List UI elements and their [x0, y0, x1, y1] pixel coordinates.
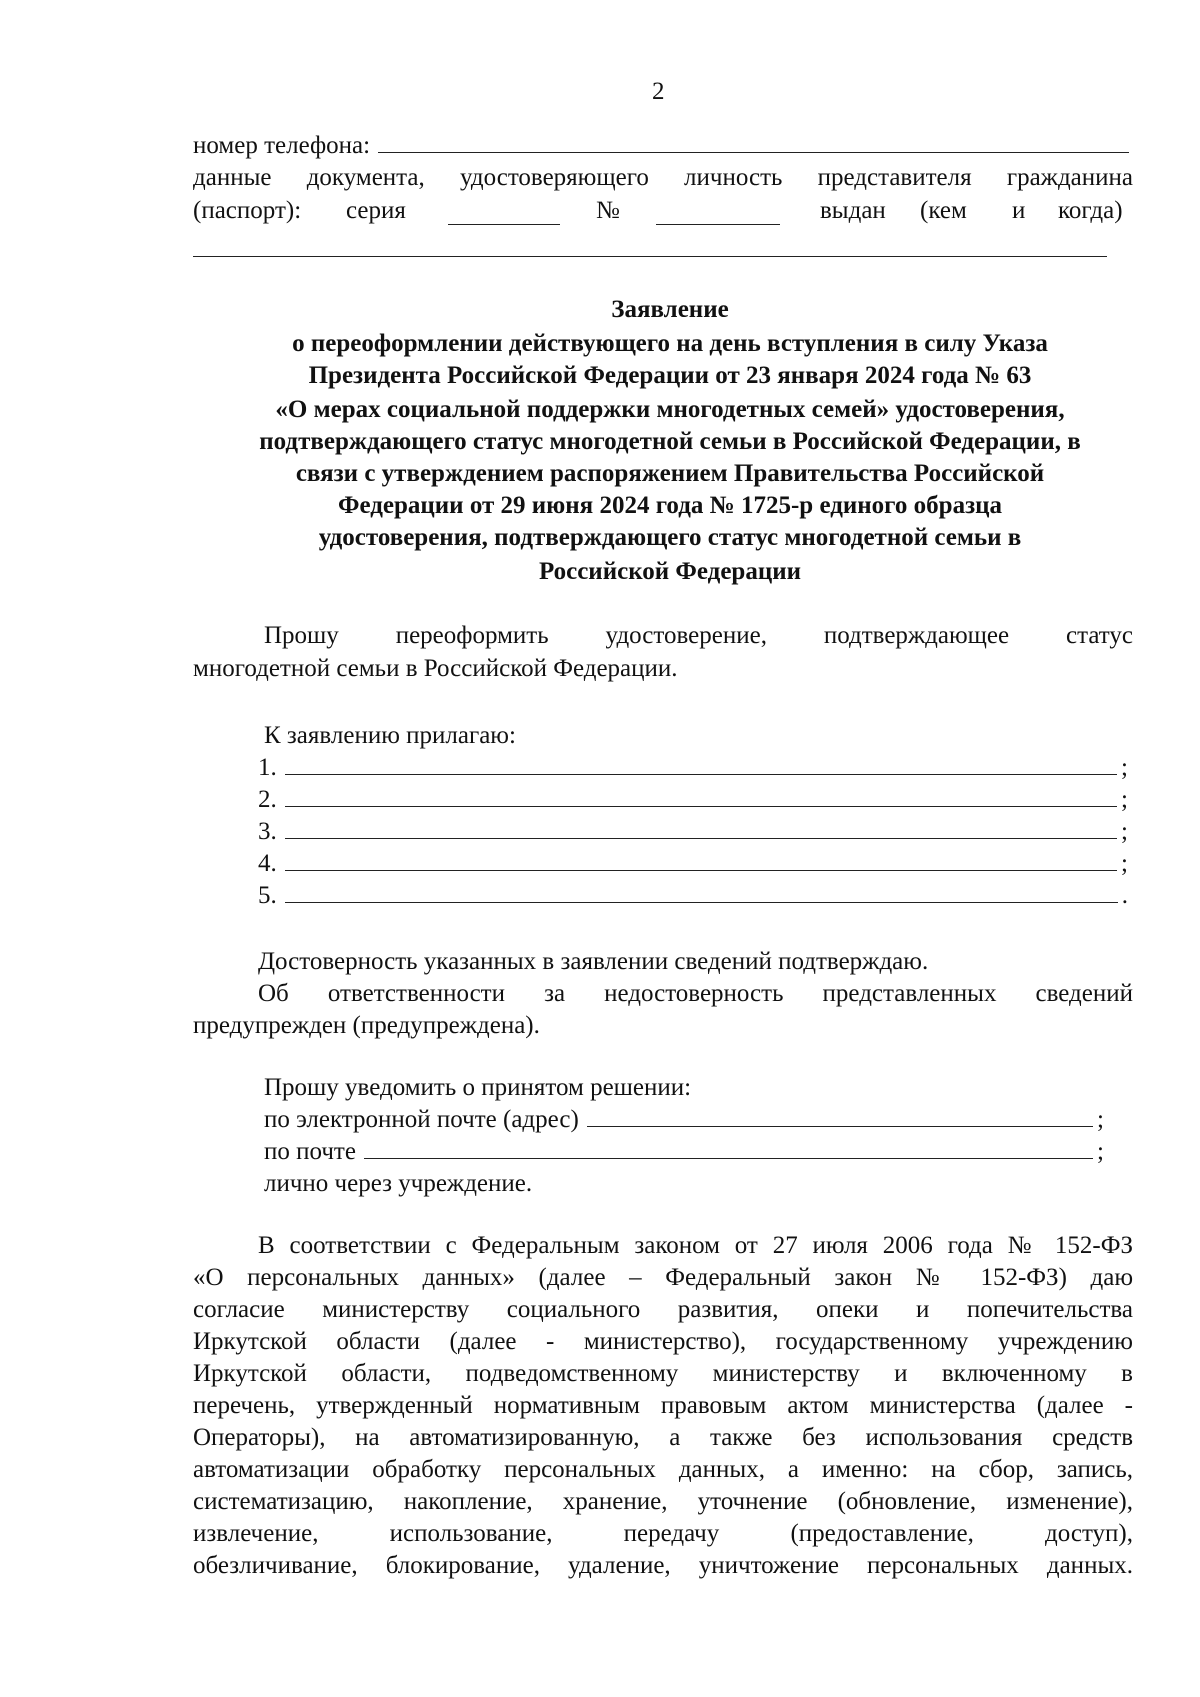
attachment-row-1: [258, 754, 1128, 782]
attachment-field[interactable]: [285, 774, 1117, 775]
request-line-1: Прошу переоформить удостоверение, подтверждающее статус: [264, 622, 1133, 649]
email-label: по электронной почте (адрес): [264, 1106, 579, 1133]
attachment-number: 3.: [258, 818, 277, 845]
attachment-row-4: [258, 850, 1128, 878]
consent-line-first: В соответствии с Федеральным законом от 27 июля 2006 года № 152-ФЗ: [258, 1232, 1133, 1259]
attachment-end: ;: [1121, 786, 1128, 813]
title-line: Российской Федерации: [538, 558, 802, 585]
document-heading: Заявление: [611, 296, 729, 323]
phone-field[interactable]: [378, 152, 1129, 153]
post-label: по почте: [264, 1138, 356, 1165]
consent-line: систематизацию, накопление, хранение, уточнение (обновление, изменение),: [193, 1488, 1133, 1515]
page-number: 2: [652, 78, 665, 105]
attachments-label: К заявлению прилагаю:: [264, 722, 516, 749]
title-line: связи с утверждением распоряжением Правительства Российской: [295, 460, 1045, 487]
attachment-end: ;: [1121, 850, 1128, 877]
phone-row: [193, 132, 1133, 160]
attachment-field[interactable]: [285, 902, 1118, 903]
number-sign: №: [596, 197, 620, 224]
confirm-line-2: Об ответственности за недостоверность представленных сведений: [258, 980, 1133, 1007]
consent-line: Операторы), на автоматизированную, а также без использования средств: [193, 1424, 1133, 1451]
passport-label: (паспорт):: [193, 197, 302, 224]
title-line: подтверждающего статус многодетной семьи в Российской Федерации, в: [259, 428, 1081, 455]
consent-line: перечень, утвержденный нормативным правовым актом министерства (далее -: [193, 1392, 1133, 1419]
attachment-end: ;: [1121, 818, 1128, 845]
attachment-field[interactable]: [285, 838, 1117, 839]
consent-line: автоматизации обработку персональных данных, а именно: на сбор, запись,: [193, 1456, 1133, 1483]
email-end: ;: [1097, 1106, 1104, 1133]
number-field[interactable]: [656, 224, 780, 225]
consent-line: Иркутской области, подведомственному министерству и включенному в: [193, 1360, 1133, 1387]
email-row: [264, 1106, 1104, 1134]
confirm-line-1: Достоверность указанных в заявлении сведений подтверждаю.: [258, 948, 929, 975]
issued-word-1: выдан: [820, 197, 886, 224]
confirm-line-3: предупрежден (предупреждена).: [193, 1012, 540, 1039]
attachment-row-2: [258, 786, 1128, 814]
title-line: удостоверения, подтверждающего статус многодетной семьи в: [318, 524, 1022, 551]
attachment-field[interactable]: [285, 806, 1117, 807]
attachment-field[interactable]: [285, 870, 1117, 871]
post-end: ;: [1097, 1138, 1104, 1165]
consent-line: извлечение, использование, передачу (предоставление, доступ),: [193, 1520, 1133, 1547]
title-line: «О мерах социальной поддержки многодетных семей» удостоверения,: [275, 396, 1065, 423]
consent-line: согласие министерству социального развития, опеки и попечительства: [193, 1296, 1133, 1323]
attachment-number: 5.: [258, 882, 277, 909]
consent-line: «О персональных данных» (далее – Федеральный закон № 152-ФЗ) даю: [193, 1264, 1133, 1291]
attachment-number: 1.: [258, 754, 277, 781]
notify-personal: лично через учреждение.: [264, 1170, 533, 1197]
post-field[interactable]: [364, 1158, 1093, 1159]
post-row: [264, 1138, 1104, 1166]
id-document-line: данные документа, удостоверяющего личность представителя гражданина: [193, 164, 1133, 191]
attachment-number: 4.: [258, 850, 277, 877]
email-field[interactable]: [587, 1126, 1093, 1127]
attachment-end: ;: [1121, 754, 1128, 781]
title-line: о переоформлении действующего на день вступления в силу Указа: [292, 330, 1048, 357]
request-line-2: многодетной семьи в Российской Федерации.: [193, 655, 678, 682]
phone-label: номер телефона:: [193, 132, 371, 159]
notify-label: Прошу уведомить о принятом решении:: [264, 1074, 692, 1101]
consent-line: Иркутской области (далее - министерство), государственному учреждению: [193, 1328, 1133, 1355]
title-line: Федерации от 29 июня 2024 года № 1725-р единого образца: [337, 492, 1003, 519]
attachment-end: .: [1121, 882, 1128, 909]
attachment-number: 2.: [258, 786, 277, 813]
attachment-row-5: [258, 882, 1128, 910]
issued-by-field[interactable]: [193, 256, 1107, 257]
title-line: Президента Российской Федерации от 23 января 2024 года № 63: [308, 362, 1032, 389]
consent-line: обезличивание, блокирование, удаление, уничтожение персональных данных.: [193, 1552, 1133, 1579]
series-field[interactable]: [448, 224, 560, 225]
attachment-row-3: [258, 818, 1128, 846]
issued-word-3: и: [1012, 197, 1026, 224]
issued-word-2: (кем: [920, 197, 967, 224]
issued-word-4: когда): [1058, 197, 1123, 224]
series-label: серия: [346, 197, 406, 224]
